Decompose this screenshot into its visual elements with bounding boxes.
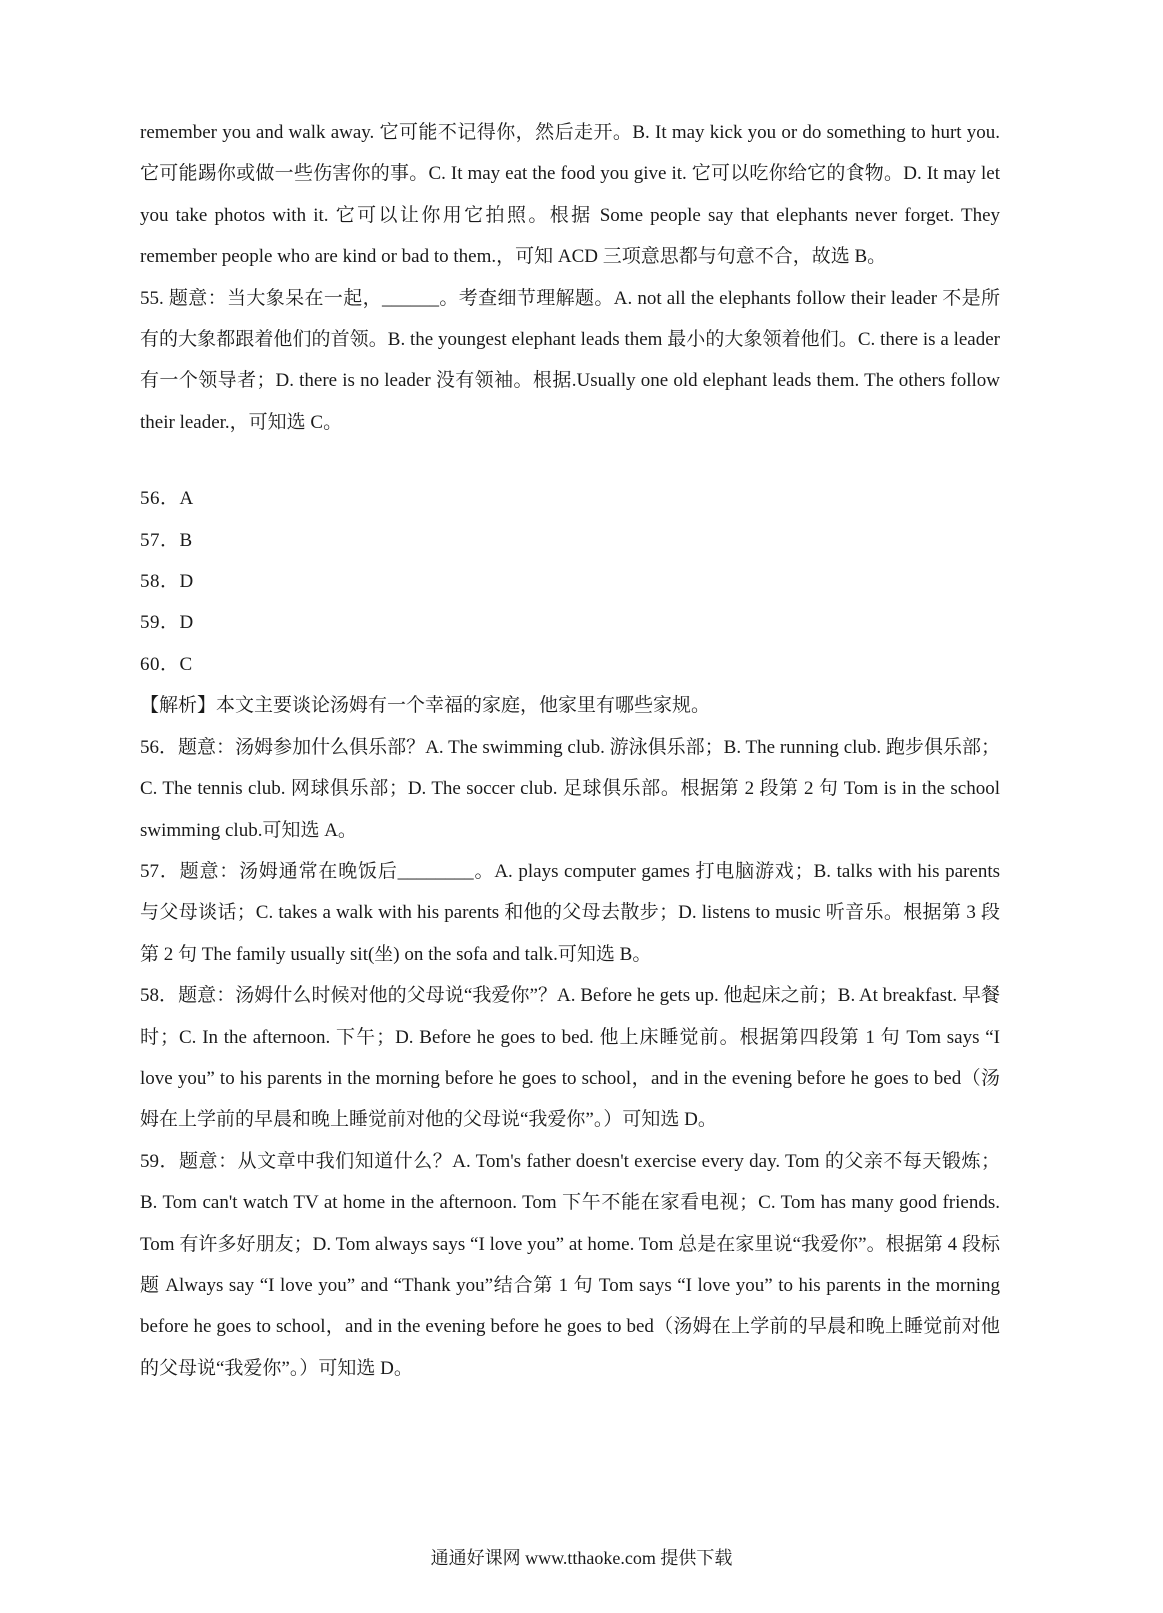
document-body xyxy=(140,112,1000,1389)
answer-57: 57．B xyxy=(140,529,193,551)
answer-56: 56．A xyxy=(140,488,194,510)
answer-58: 58．D xyxy=(140,571,194,593)
paragraph-q54-explanation: remember you and walk away. 它可能不记得你，然后走开。B. It may kick you or do something to hurt you. 它可能踢你或做一些伤害你的事。C. It may eat the food you give it. 它可以吃你给它的食物。D. It may let you take photos with it. 它可以让你用它拍照。根据 Some people say that elephants never forget. They remember people who are kind or bad to them.，可知 ACD 三项意思都与句意不合，故选 B。 xyxy=(140,122,1000,268)
paragraph-q57-explanation: 57．题意：汤姆通常在晚饭后________。A. plays computer games 打电脑游戏；B. talks with his parents 与父母谈话；C. takes a walk with his parents 和他的父母去散步；D. listens to music 听音乐。根据第 3 段第 2 句 The family usually sit(坐) on the sofa and talk.可知选 B。 xyxy=(140,860,1000,965)
paragraph-q55-explanation: 55. 题意：当大象呆在一起，______。考查细节理解题。A. not all the elephants follow their leader 不是所有的大象都跟着他们的首领。B. the youngest elephant leads them 最小的大象领着他们。C. there is a leader 有一个领导者；D. there is no leader 没有领袖。根据.Usually one old elephant leads them. The others follow their leader.，可知选 C。 xyxy=(140,287,1000,433)
spacer xyxy=(140,443,1000,478)
paragraph-q58-explanation: 58．题意：汤姆什么时候对他的父母说“我爱你”？A. Before he gets up. 他起床之前；B. At breakfast. 早餐时；C. In the afternoon. 下午；D. Before he goes to bed. 他上床睡觉前。根据第四段第 1 句 Tom says “I love you” to his parents in the morning before he goes to school，and in the evening before he goes to bed（汤姆在上学前的早晨和晚上睡觉前对他的父母说“我爱你”。）可知选 D。 xyxy=(140,985,1000,1131)
paragraph-q56-explanation: 56．题意：汤姆参加什么俱乐部？A. The swimming club. 游泳俱乐部；B. The running club. 跑步俱乐部；C. The tennis club. 网球俱乐部；D. The soccer club. 足球俱乐部。根据第 2 段第 2 句 Tom is in the school swimming club.可知选 A。 xyxy=(140,736,1000,841)
page-footer: 通通好课网 www.tthaoke.com 提供下载 xyxy=(430,1548,733,1568)
answer-59: 59．D xyxy=(140,612,194,634)
analysis-heading: 【解析】本文主要谈论汤姆有一个幸福的家庭，他家里有哪些家规。 xyxy=(140,695,711,717)
paragraph-q59-explanation: 59．题意：从文章中我们知道什么？A. Tom's father doesn't exercise every day. Tom 的父亲不每天锻炼；B. Tom can't watch TV at home in the afternoon. Tom 下午不能在家看电视；C. Tom has many good friends. Tom 有许多好朋友；D. Tom always says “I love you” at home. Tom 总是在家里说“我爱你”。根据第 4 段标题 Always say “I love you” and “Thank you”结合第 1 句 Tom says “I love you” to his parents in the morning before he goes to school，and in the evening before he goes to bed（汤姆在上学前的早晨和晚上睡觉前对他的父母说“我爱你”。）可知选 D。 xyxy=(140,1150,1000,1379)
answer-60: 60．C xyxy=(140,653,193,675)
